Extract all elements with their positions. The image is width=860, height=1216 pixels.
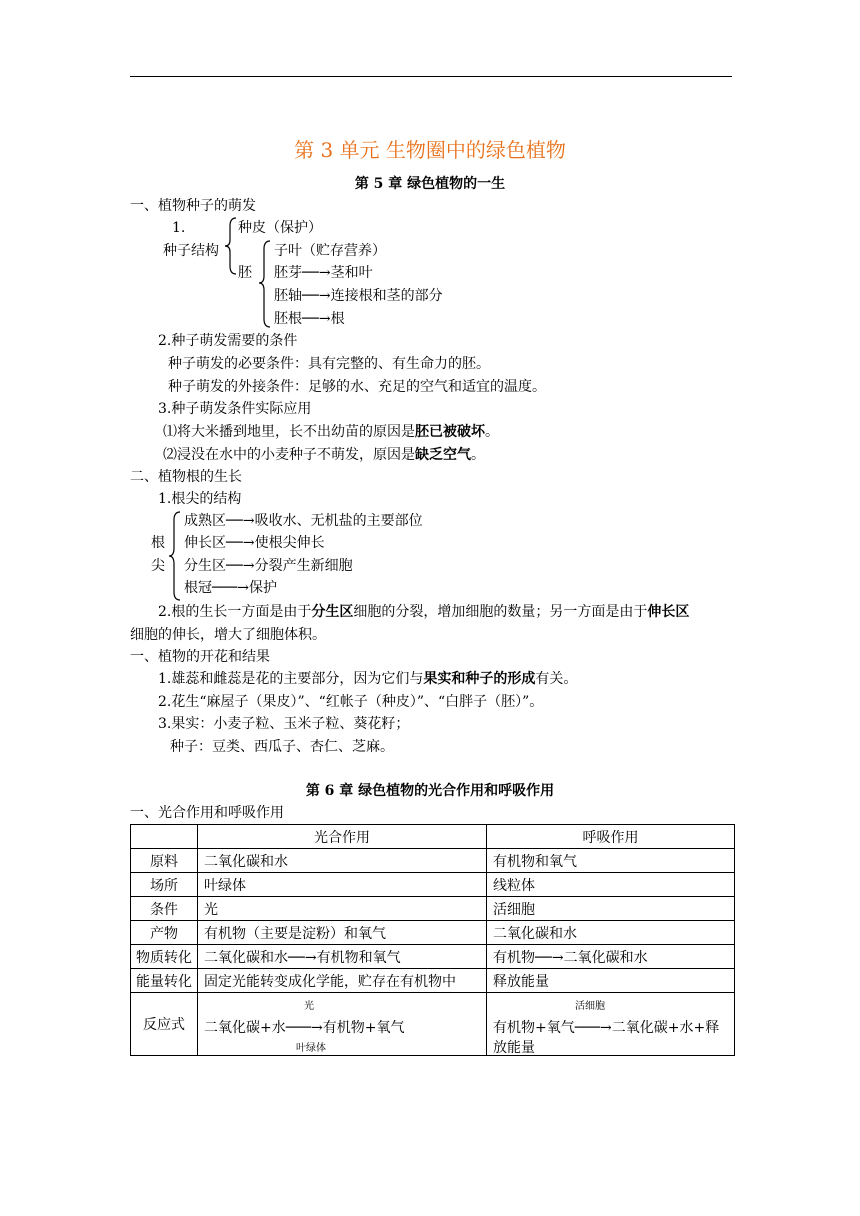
header-rule: [130, 76, 732, 77]
list-item: 2.种子萌发需要的条件: [158, 333, 298, 349]
text: ⑵浸没在水中的小麦种子不萌发，原因是: [163, 447, 415, 463]
brace-icon: [258, 239, 272, 329]
brace-icon: [168, 510, 182, 602]
text: 。: [485, 424, 499, 440]
embryo-label: 胚: [238, 265, 252, 281]
table-row: [131, 921, 735, 945]
list-item: [158, 672, 577, 686]
table-cell: 线粒体: [487, 873, 735, 897]
row-label: 物质转化: [131, 945, 198, 969]
embryo-part: 胚根──→根: [274, 311, 345, 327]
table-row: [131, 897, 735, 921]
table-cell: 有机物和氧气: [487, 849, 735, 873]
table-row: [131, 945, 735, 969]
bold-term: 果实和种子的形成: [423, 671, 536, 687]
table-cell: 二氧化碳和水: [487, 921, 735, 945]
embryo-part: 胚轴──→连接根和茎的部分: [274, 288, 443, 304]
table-row: [131, 993, 735, 1056]
equation: 有机物+氧气───→二氧化碳+水+释放能量: [493, 1020, 720, 1056]
unit-title: 第 3 单元 生物圈中的绿色植物: [294, 138, 566, 162]
table-cell: 有机物──→二氧化碳和水: [487, 945, 735, 969]
root-zone: 根冠───→保护: [184, 580, 278, 596]
bold-term: 伸长区: [647, 604, 690, 620]
table-cell: 有机物（主要是淀粉）和氧气: [198, 921, 487, 945]
condition-below: 叶绿体: [296, 1043, 326, 1054]
table-cell: 固定光能转变成化学能，贮存在有机物中: [198, 969, 487, 993]
row-label: 产物: [131, 921, 198, 945]
seed-coat: 种皮（保护）: [238, 220, 322, 236]
root-label: 尖: [151, 558, 165, 574]
section-heading: 二、植物根的生长: [130, 469, 242, 485]
paragraph-continuation: 细胞的伸长，增大了细胞体积。: [130, 627, 326, 643]
comparison-table: [130, 824, 735, 1056]
table-cell: 二氧化碳和水──→有机物和氧气: [198, 945, 487, 969]
list-item: 1.根尖的结构: [158, 491, 242, 507]
paragraph: [158, 605, 689, 619]
section-heading: 一、植物种子的萌发: [130, 198, 256, 214]
list-item: 3.果实：小麦子粒、玉米子粒、葵花籽；: [158, 716, 410, 732]
list-item: 种子萌发的必要条件：具有完整的、有生命力的胚。: [168, 356, 490, 372]
bold-term: 分生区: [311, 604, 354, 620]
table-header: [131, 825, 198, 849]
root-zone: 分生区──→分裂产生新细胞: [184, 558, 353, 574]
list-item: 2.花生“麻屋子（果皮）”、“红帐子（种皮）”、“白胖子（胚）”。: [158, 694, 544, 710]
table-cell: 释放能量: [487, 969, 735, 993]
item-number: 1.: [172, 220, 186, 236]
row-label: 反应式: [131, 993, 198, 1056]
text: 有关。: [535, 671, 578, 687]
text: ⑴将大米播到地里，长不出幼苗的原因是: [163, 424, 415, 440]
embryo-part: 子叶（贮存营养）: [274, 243, 386, 259]
equation: 二氧化碳+水───→有机物+氧气: [204, 1020, 405, 1036]
table-header: 呼吸作用: [487, 825, 735, 849]
list-item: 种子萌发的外接条件：足够的水、充足的空气和适宜的温度。: [168, 379, 546, 395]
condition-above: 活细胞: [575, 1001, 605, 1012]
list-item: 种子：豆类、西瓜子、杏仁、芝麻。: [170, 739, 394, 755]
root-zone: 伸长区──→使根尖伸长: [184, 535, 325, 551]
row-label: 条件: [131, 897, 198, 921]
table-cell: 叶绿体: [198, 873, 487, 897]
brace-icon: [224, 216, 238, 276]
section-heading: 一、植物的开花和结果: [130, 649, 270, 665]
text: 。: [471, 447, 485, 463]
embryo-part: 胚芽──→茎和叶: [274, 265, 373, 281]
respiration-equation: [487, 993, 735, 1056]
text: 2.根的生长一方面是由于: [158, 604, 312, 620]
table-cell: 光: [198, 897, 487, 921]
table-cell: 活细胞: [487, 897, 735, 921]
table-row: [131, 969, 735, 993]
list-item: [163, 425, 499, 439]
text: 1.雄蕊和雌蕊是花的主要部分，因为它们与: [158, 671, 424, 687]
root-label: 根: [151, 535, 165, 551]
table-row: [131, 873, 735, 897]
row-label: 原料: [131, 849, 198, 873]
bold-answer: 缺乏空气: [415, 447, 471, 463]
photosynthesis-equation: [198, 993, 487, 1056]
chapter-6-title: 第 6 章 绿色植物的光合作用和呼吸作用: [305, 783, 555, 799]
row-label: 场所: [131, 873, 198, 897]
seed-structure-label: 种子结构: [163, 243, 219, 259]
chapter-5-title: 第 5 章 绿色植物的一生: [354, 176, 506, 192]
table-cell: 二氧化碳和水: [198, 849, 487, 873]
row-label: 能量转化: [131, 969, 198, 993]
list-item: 3.种子萌发条件实际应用: [158, 401, 312, 417]
table-header-row: [131, 825, 735, 849]
table-header: 光合作用: [198, 825, 487, 849]
text: 细胞的分裂，增加细胞的数量；另一方面是由于: [353, 604, 648, 620]
list-item: [163, 448, 485, 462]
root-zone: 成熟区──→吸收水、无机盐的主要部位: [184, 513, 423, 529]
section-heading: 一、光合作用和呼吸作用: [130, 805, 284, 821]
bold-answer: 胚已被破坏: [415, 424, 485, 440]
table-row: [131, 849, 735, 873]
condition-above: 光: [304, 1001, 314, 1012]
